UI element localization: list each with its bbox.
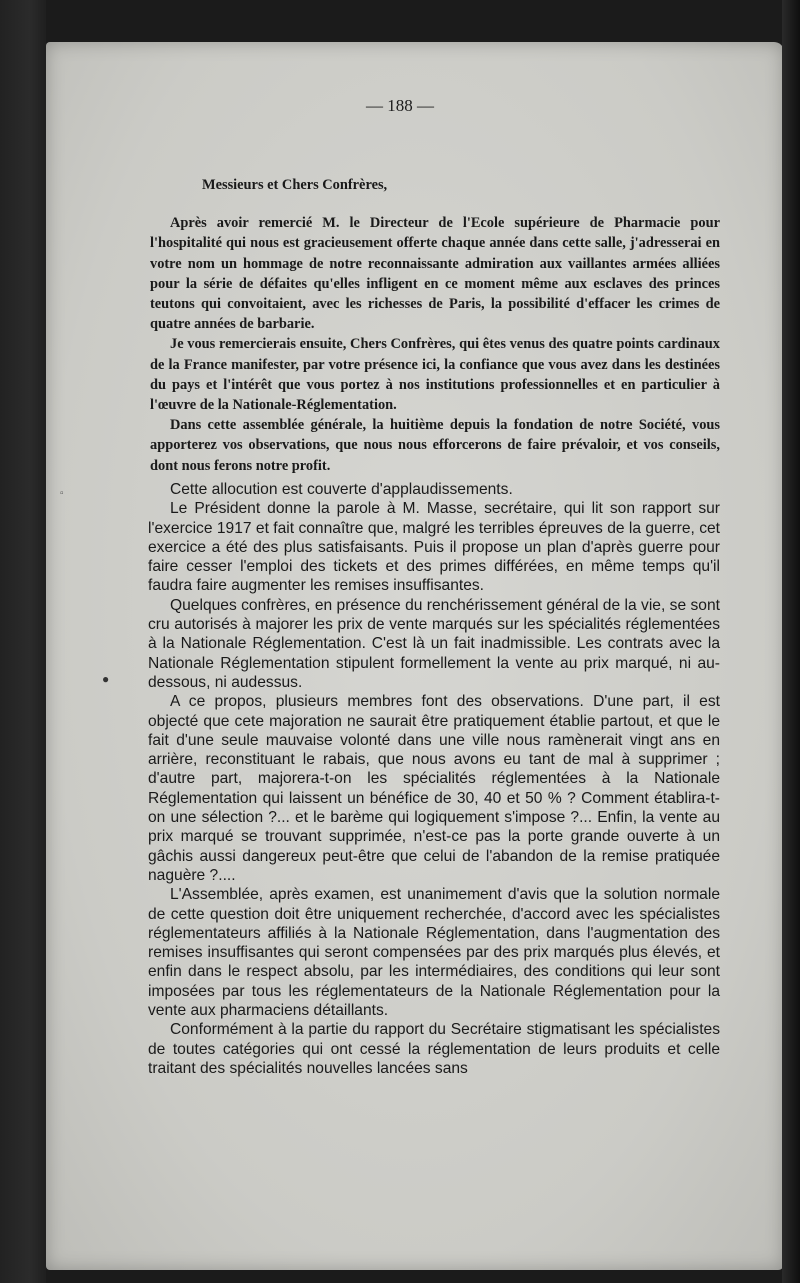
address-paragraph: Après avoir remercié M. le Directeur de l'Ecole supérieure de Pharmacie pour l'hospitalité qui nous est gracieusement offerte chaque année dans cette salle, j'adresserai en votre nom un hommage de notre reconnaissante admiration aux vaillantes armées alliées pour la série de défaites qu'elles infligent en ce moment même aux esclaves des princes teutons qui convoitaient, avec les richesses de Paris, la possibilité d'effacer les crimes de quatre années de barbarie. <box>150 215 720 333</box>
address-section <box>150 135 720 476</box>
minutes-paragraph: A ce propos, plusieurs membres font des observations. D'une part, il est objecté que cete majoration ne saurait être pratiquement établie partout, et que le fait d'une seule mauvaise volonté dans une ville nous ramènerait vingt ans en arrière, reconstituant le rabais, que nous avons eu tant de mal à supprimer ; d'autre part, majorera-t-on les spécialités réglementées à la Nationale Réglementation qui laissent un bénéfice de 30, 40 et 50 % ? Comment établira-t-on une sélection ?... et le barème qui logiquement s'impose ?... Enfin, la vente au prix marqué se trouvant supprimée, n'est-ce pas la porte grande ouverte à un gâchis aussi dangereux peut-être que celui de l'abandon de la remise pratiquée naguère ?.... <box>148 693 720 884</box>
minutes-section <box>148 480 720 1078</box>
address-paragraph: Je vous remercierais ensuite, Chers Confrères, qui êtes venus des quatre points cardinaux de la France manifester, par votre présence ici, la confiance que vous avez dans les destinées du pays et l'intérêt que vous portez à nos institutions professionnelles et en particulier à l'œuvre de la Nationale-Réglementation. <box>150 336 720 414</box>
salutation: Messieurs et Chers Confrères, <box>202 177 388 193</box>
page-number: — 188 — <box>366 96 434 115</box>
address-paragraph: Dans cette assemblée générale, la huitième depuis la fondation de notre Société, vous apporterez vos observations, que nous nous efforcerons de faire prévaloir, et vos conseils, dont nous ferons notre profit. <box>150 417 720 474</box>
minutes-paragraph: Quelques confrères, en présence du renchérissement général de la vie, se sont cru autorisés à majorer les prix de vente marqués sur les spécialités réglementées à la Nationale Réglementation. C'est là un fait inadmissible. Les contrats avec la Nationale Réglementation stipulent formellement la vente au prix marqué, ni au-dessous, ni audessus. <box>148 596 720 691</box>
minutes-paragraph: Cette allocution est couverte d'applaudissements. <box>170 481 513 498</box>
minutes-paragraph: L'Assemblée, après examen, est unanimement d'avis que la solution normale de cette question doit être uniquement recherchée, d'accord avec les spécialistes réglementateurs affiliés à la Nationale Réglementation, dans l'augmentation des remises insuffisantes qui seront compensées par des prix marqués plus élevés, et enfin dans le respect absolu, par les intermédiaires, des conditions qui leur sont imposées par tous les réglementateurs de la Nationale Réglementation pour la vente aux pharmaciens détaillants. <box>148 886 720 1020</box>
margin-dot: ● <box>102 672 110 686</box>
margin-mark: ▫ <box>60 488 64 499</box>
book-spine <box>782 0 800 1283</box>
minutes-paragraph: Conformément à la partie du rapport du Secrétaire stigmatisant les spécialistes de toutes catégories qui ont cessé la réglementation de leurs produits et celle traitant des spécialités nouvelles lancées sans <box>148 1021 720 1077</box>
minutes-paragraph: Le Président donne la parole à M. Masse, secrétaire, qui lit son rapport sur l'exercice 1917 et fait connaître que, malgré les terribles épreuves de la guerre, cet exercice a été des plus satisfaisants. Puis il propose un plan d'après guerre pour faire cesser l'emploi des tickets et des primes différées, en même temps qu'il faudra faire augmenter les remises insuffisantes. <box>148 500 720 595</box>
